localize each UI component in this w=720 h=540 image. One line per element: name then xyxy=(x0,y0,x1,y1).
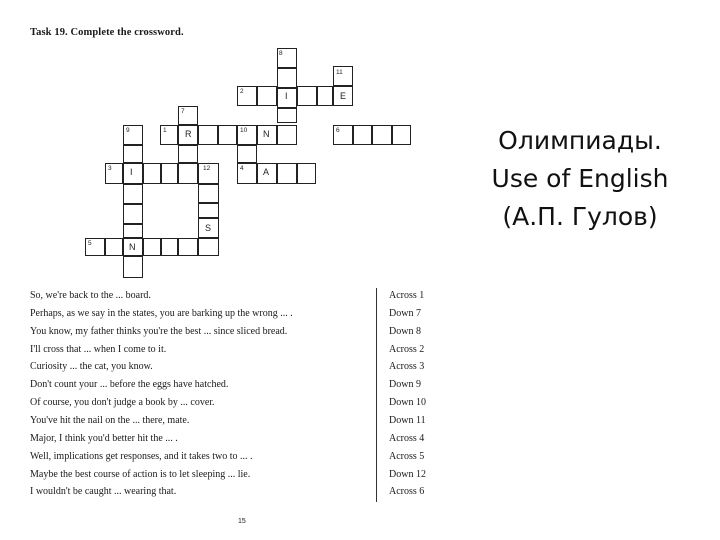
clue-text: Don't count your ... before the eggs have hatched. xyxy=(30,379,229,390)
clue-text: Major, I think you'd better hit the ... . xyxy=(30,433,178,444)
clue-ref: Across 6 xyxy=(389,486,425,497)
crossword-cell[interactable] xyxy=(123,163,143,184)
crossword-cell[interactable] xyxy=(161,238,178,256)
clue-ref: Down 12 xyxy=(389,469,426,480)
task-title: Task 19. Complete the crossword. xyxy=(30,27,184,38)
crossword-cell[interactable] xyxy=(143,163,161,184)
cell-letter: I xyxy=(130,167,133,177)
clue-text: I'll cross that ... when I come to it. xyxy=(30,344,167,355)
crossword-cell[interactable] xyxy=(277,125,297,145)
crossword-cell[interactable] xyxy=(257,86,277,106)
clue-ref: Across 1 xyxy=(389,290,425,301)
clue-ref: Down 10 xyxy=(389,397,426,408)
clue-row xyxy=(30,451,430,469)
cell-letter: A xyxy=(263,167,270,177)
clue-number: 8 xyxy=(279,50,283,57)
slide-title-line: Олимпиады. xyxy=(498,126,662,155)
slide-title xyxy=(470,122,690,236)
clue-row xyxy=(30,308,430,326)
crossword-cell[interactable] xyxy=(277,108,297,123)
crossword-cell[interactable] xyxy=(178,238,198,256)
clue-text: You know, my father thinks you're the best ... since sliced bread. xyxy=(30,326,288,337)
crossword-cell[interactable] xyxy=(123,145,143,163)
clue-text: You've hit the nail on the ... there, mate. xyxy=(30,415,190,426)
crossword-cell[interactable] xyxy=(123,184,143,204)
crossword-cell[interactable] xyxy=(372,125,392,145)
clue-text: Curiosity ... the cat, you know. xyxy=(30,361,153,372)
clue-number: 1 xyxy=(163,127,167,134)
clue-row xyxy=(30,469,430,487)
clue-ref: Down 11 xyxy=(389,415,426,426)
crossword-cell[interactable] xyxy=(277,163,297,184)
crossword-cell[interactable] xyxy=(198,238,219,256)
cell-letter: I xyxy=(285,91,288,101)
crossword-cell[interactable] xyxy=(178,163,198,184)
crossword-cell[interactable] xyxy=(198,203,219,218)
page-number: 15 xyxy=(238,518,246,525)
cell-letter: E xyxy=(340,91,347,101)
clue-row xyxy=(30,344,430,362)
crossword-cell[interactable] xyxy=(123,256,143,278)
crossword-cell[interactable] xyxy=(123,204,143,224)
crossword-cell[interactable] xyxy=(392,125,411,145)
slide-title-line: Use of English xyxy=(491,164,669,193)
clue-number: 12 xyxy=(203,165,211,172)
clue-row xyxy=(30,361,430,379)
cell-letter: R xyxy=(185,129,192,139)
clue-number: 10 xyxy=(240,127,248,134)
crossword-cell[interactable] xyxy=(353,125,372,145)
crossword-cell[interactable] xyxy=(218,125,237,145)
clue-text: So, we're back to the ... board. xyxy=(30,290,151,301)
clue-number: 3 xyxy=(108,165,112,172)
clue-text: I wouldn't be caught ... wearing that. xyxy=(30,486,177,497)
clue-ref: Across 2 xyxy=(389,344,425,355)
crossword-cell[interactable] xyxy=(143,238,161,256)
cell-letter: S xyxy=(205,223,212,233)
clue-row xyxy=(30,486,430,504)
clue-number: 7 xyxy=(181,108,185,115)
clue-number: 5 xyxy=(88,240,92,247)
crossword-cell[interactable] xyxy=(105,238,123,256)
crossword-cell[interactable] xyxy=(297,86,317,106)
crossword-cell[interactable] xyxy=(198,184,219,203)
crossword-cell[interactable] xyxy=(161,163,178,184)
clue-row xyxy=(30,415,430,433)
slide-title-line: (А.П. Гулов) xyxy=(502,202,658,231)
clue-row xyxy=(30,379,430,397)
clue-text: Of course, you don't judge a book by ... cover. xyxy=(30,397,215,408)
clue-row xyxy=(30,326,430,344)
clue-ref: Down 7 xyxy=(389,308,421,319)
crossword-cell[interactable] xyxy=(237,145,257,163)
crossword-cell[interactable] xyxy=(123,224,143,238)
crossword-grid xyxy=(0,0,420,290)
crossword-cell[interactable] xyxy=(277,68,297,88)
clue-ref: Across 4 xyxy=(389,433,425,444)
clue-ref: Down 8 xyxy=(389,326,421,337)
clue-ref: Down 9 xyxy=(389,379,421,390)
clue-number: 11 xyxy=(336,69,343,76)
clue-text: Perhaps, as we say in the states, you are barking up the wrong ... . xyxy=(30,308,293,319)
clue-text: Well, implications get responses, and it takes two to ... . xyxy=(30,451,253,462)
clue-number: 6 xyxy=(336,127,340,134)
crossword-cell[interactable] xyxy=(178,145,198,163)
cell-letter: N xyxy=(263,129,270,139)
clue-row xyxy=(30,433,430,451)
crossword-cell[interactable] xyxy=(317,86,333,106)
clue-ref: Across 5 xyxy=(389,451,425,462)
clue-row xyxy=(30,397,430,415)
clue-number: 2 xyxy=(240,88,244,95)
clue-text: Maybe the best course of action is to let sleeping ... lie. xyxy=(30,469,251,480)
crossword-cell[interactable] xyxy=(198,125,218,145)
clue-number: 9 xyxy=(126,127,130,134)
clue-number: 4 xyxy=(240,165,244,172)
clue-ref: Across 3 xyxy=(389,361,425,372)
cell-letter: N xyxy=(129,242,136,252)
crossword-cell[interactable] xyxy=(297,163,316,184)
clue-row xyxy=(30,290,430,308)
